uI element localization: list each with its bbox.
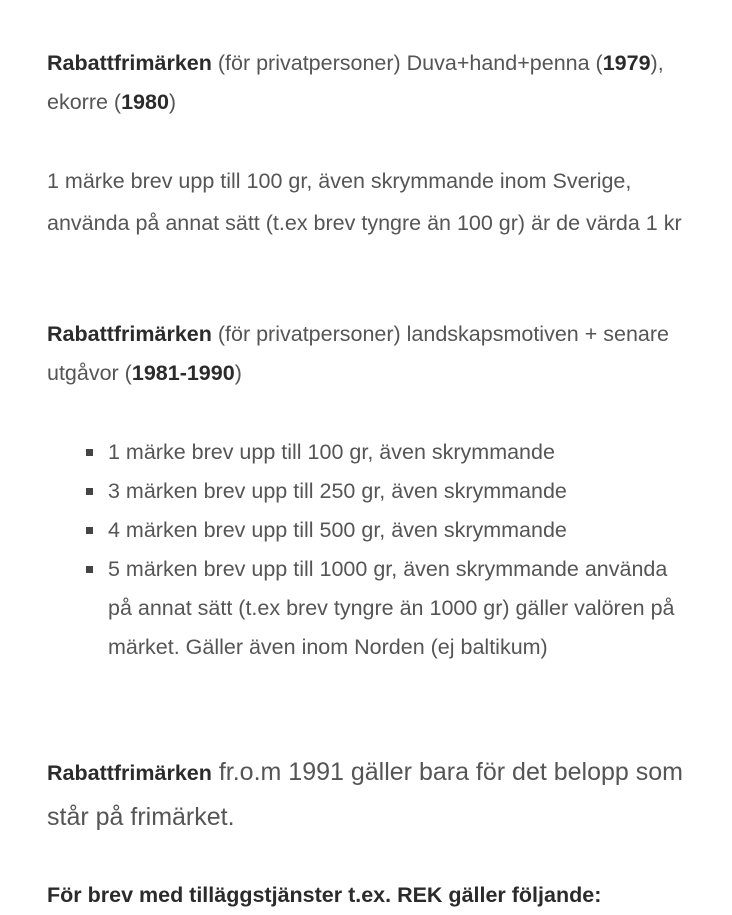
bullet-icon (86, 488, 93, 495)
paragraph-text: ), ekorre ( (47, 51, 664, 114)
list-item (85, 433, 685, 472)
bullet-icon (86, 527, 93, 534)
paragraph-text: (för privatpersoner) landskapsmotiven + senare utgåvor ( (47, 322, 669, 385)
list-item-text: 3 märken brev upp till 250 gr, även skrymmande (108, 479, 567, 503)
paragraph-1991 (47, 750, 707, 839)
list-item (85, 472, 685, 511)
paragraph-text: ) (168, 90, 177, 114)
bullet-icon (86, 449, 93, 456)
heading-tillaggstjanster: För brev med tilläggstjänster t.ex. REK gäller följande: (47, 883, 602, 907)
stamp-weight-list (85, 433, 685, 667)
list-item-text: 1 märke brev upp till 100 gr, även skrymmande (108, 440, 555, 464)
years-1981-1990: 1981-1990 (131, 361, 235, 385)
bullet-icon (86, 566, 93, 573)
paragraph-1979-1980 (47, 44, 707, 122)
heading-rabattfrimarken: Rabattfrimärken (47, 761, 212, 785)
paragraph-text: (för privatpersoner) Duva+hand+penna ( (211, 51, 603, 75)
list-item-text: 5 märken brev upp till 1000 gr, även skrymmande använda på annat sätt (t.ex brev tyngre än 1000 gr) gäller valören på märket. Gäller även inom Norden (ej baltikum) (108, 557, 675, 659)
paragraph-text: fr.o.m 1991 gäller bara för det belopp som står på frimärket. (47, 758, 683, 831)
list-item-text: 4 märken brev upp till 500 gr, även skrymmande (108, 518, 567, 542)
list-item (85, 550, 685, 667)
paragraph-text: ) (234, 361, 242, 385)
paragraph-1981-1990 (47, 315, 707, 393)
heading-rabattfrimarken: Rabattfrimärken (47, 322, 212, 346)
heading-rabattfrimarken: Rabattfrimärken (47, 51, 212, 75)
year-1980: 1980 (121, 90, 169, 114)
paragraph-value-rule: 1 märke brev upp till 100 gr, även skrymmande inom Sverige, använda på annat sätt (t.ex brev tyngre än 100 gr) är de värda 1 kr (47, 169, 682, 235)
year-1979: 1979 (602, 51, 651, 75)
paragraph-tillaggstjanster (47, 876, 707, 915)
list-item (85, 511, 685, 550)
